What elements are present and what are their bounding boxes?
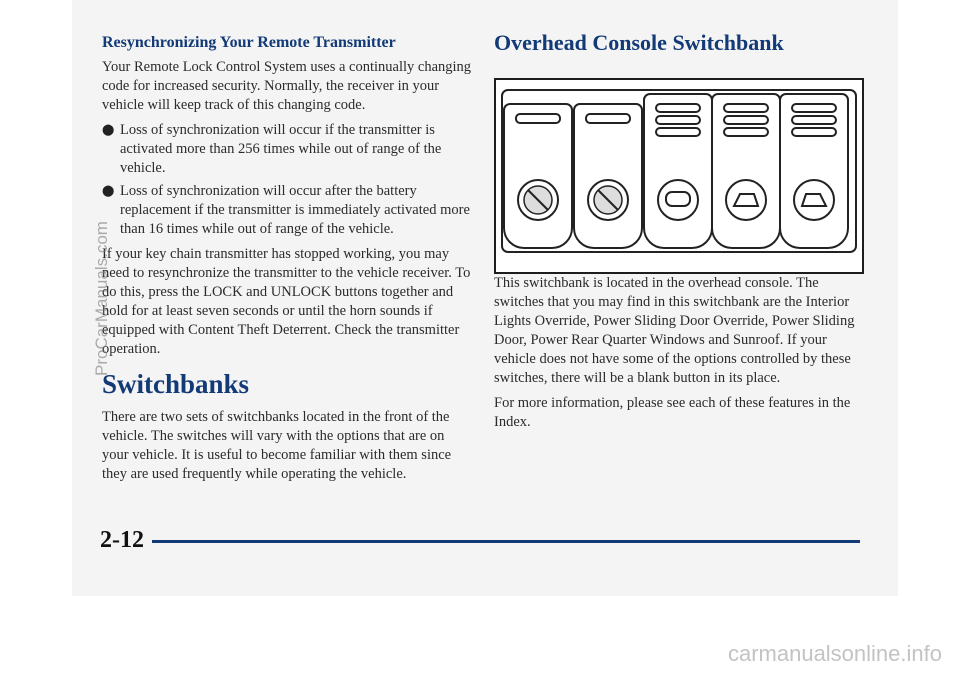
power-sliding-door-icon bbox=[666, 192, 690, 206]
bullet-icon: ⬤ bbox=[102, 185, 115, 197]
switch-3 bbox=[644, 94, 712, 248]
resync-bullet-list bbox=[102, 121, 472, 239]
overhead-paragraph-2: For more information, please see each of these features in the Index. bbox=[494, 395, 851, 430]
footer-rule bbox=[152, 540, 860, 543]
switchbanks-heading: Switchbanks bbox=[102, 369, 250, 399]
resync-heading: Resynchronizing Your Remote Transmitter bbox=[102, 34, 396, 51]
switch-2 bbox=[574, 104, 642, 248]
bullet-text: Loss of synchronization will occur if the transmitter is activated more than 256 times while out of range of the vehicle. bbox=[120, 122, 442, 176]
bullet-text: Loss of synchronization will occur after the battery replacement if the transmitter is immediately activated more than 16 times while out of range of the vehicle. bbox=[120, 183, 470, 237]
side-watermark: ProCarManuals.com bbox=[92, 221, 111, 376]
page-number: 2-12 bbox=[100, 527, 144, 553]
bottom-watermark: carmanualsonline.info bbox=[727, 641, 942, 666]
right-column-text bbox=[494, 274, 866, 438]
switchbanks-paragraph: There are two sets of switchbanks located in the front of the vehicle. The switches will vary with the options that are on your vehicle. It is useful to become familiar with them since they are used frequently while operating the vehicle. bbox=[102, 409, 452, 482]
switch-1 bbox=[504, 104, 572, 248]
bullet-icon: ⬤ bbox=[102, 124, 115, 136]
right-column-header bbox=[494, 30, 866, 56]
overhead-paragraph-1: This switchbank is located in the overhead console. The switches that you may find in this switchbank are the Interior Lights Override, Power Sliding Door Override, Power Sliding Door, Power Rear Quarter Windows and Sunroof. If your vehicle does not have some of the options controlled by these switches, there will be a blank button in its place. bbox=[494, 275, 855, 386]
resync-instructions: If your key chain transmitter has stopped working, you may need to resynchronize the transmitter to the vehicle receiver. To do this, press the LOCK and UNLOCK buttons together and hold for at least seven seconds or until the horn sounds if equipped with Content Theft Deterrent. Check the transmitter operation. bbox=[102, 246, 471, 357]
list-item bbox=[102, 121, 472, 178]
switchbank-illustration bbox=[496, 80, 862, 272]
list-item bbox=[102, 182, 472, 239]
left-column bbox=[102, 34, 472, 490]
overhead-console-heading: Overhead Console Switchbank bbox=[494, 30, 784, 55]
resync-intro: Your Remote Lock Control System uses a continually changing code for increased security. Normally, the receiver in your vehicle will keep track of this changing code. bbox=[102, 59, 472, 113]
overhead-switchbank-figure bbox=[494, 78, 864, 274]
switch-5 bbox=[780, 94, 848, 248]
switch-4 bbox=[712, 94, 780, 248]
